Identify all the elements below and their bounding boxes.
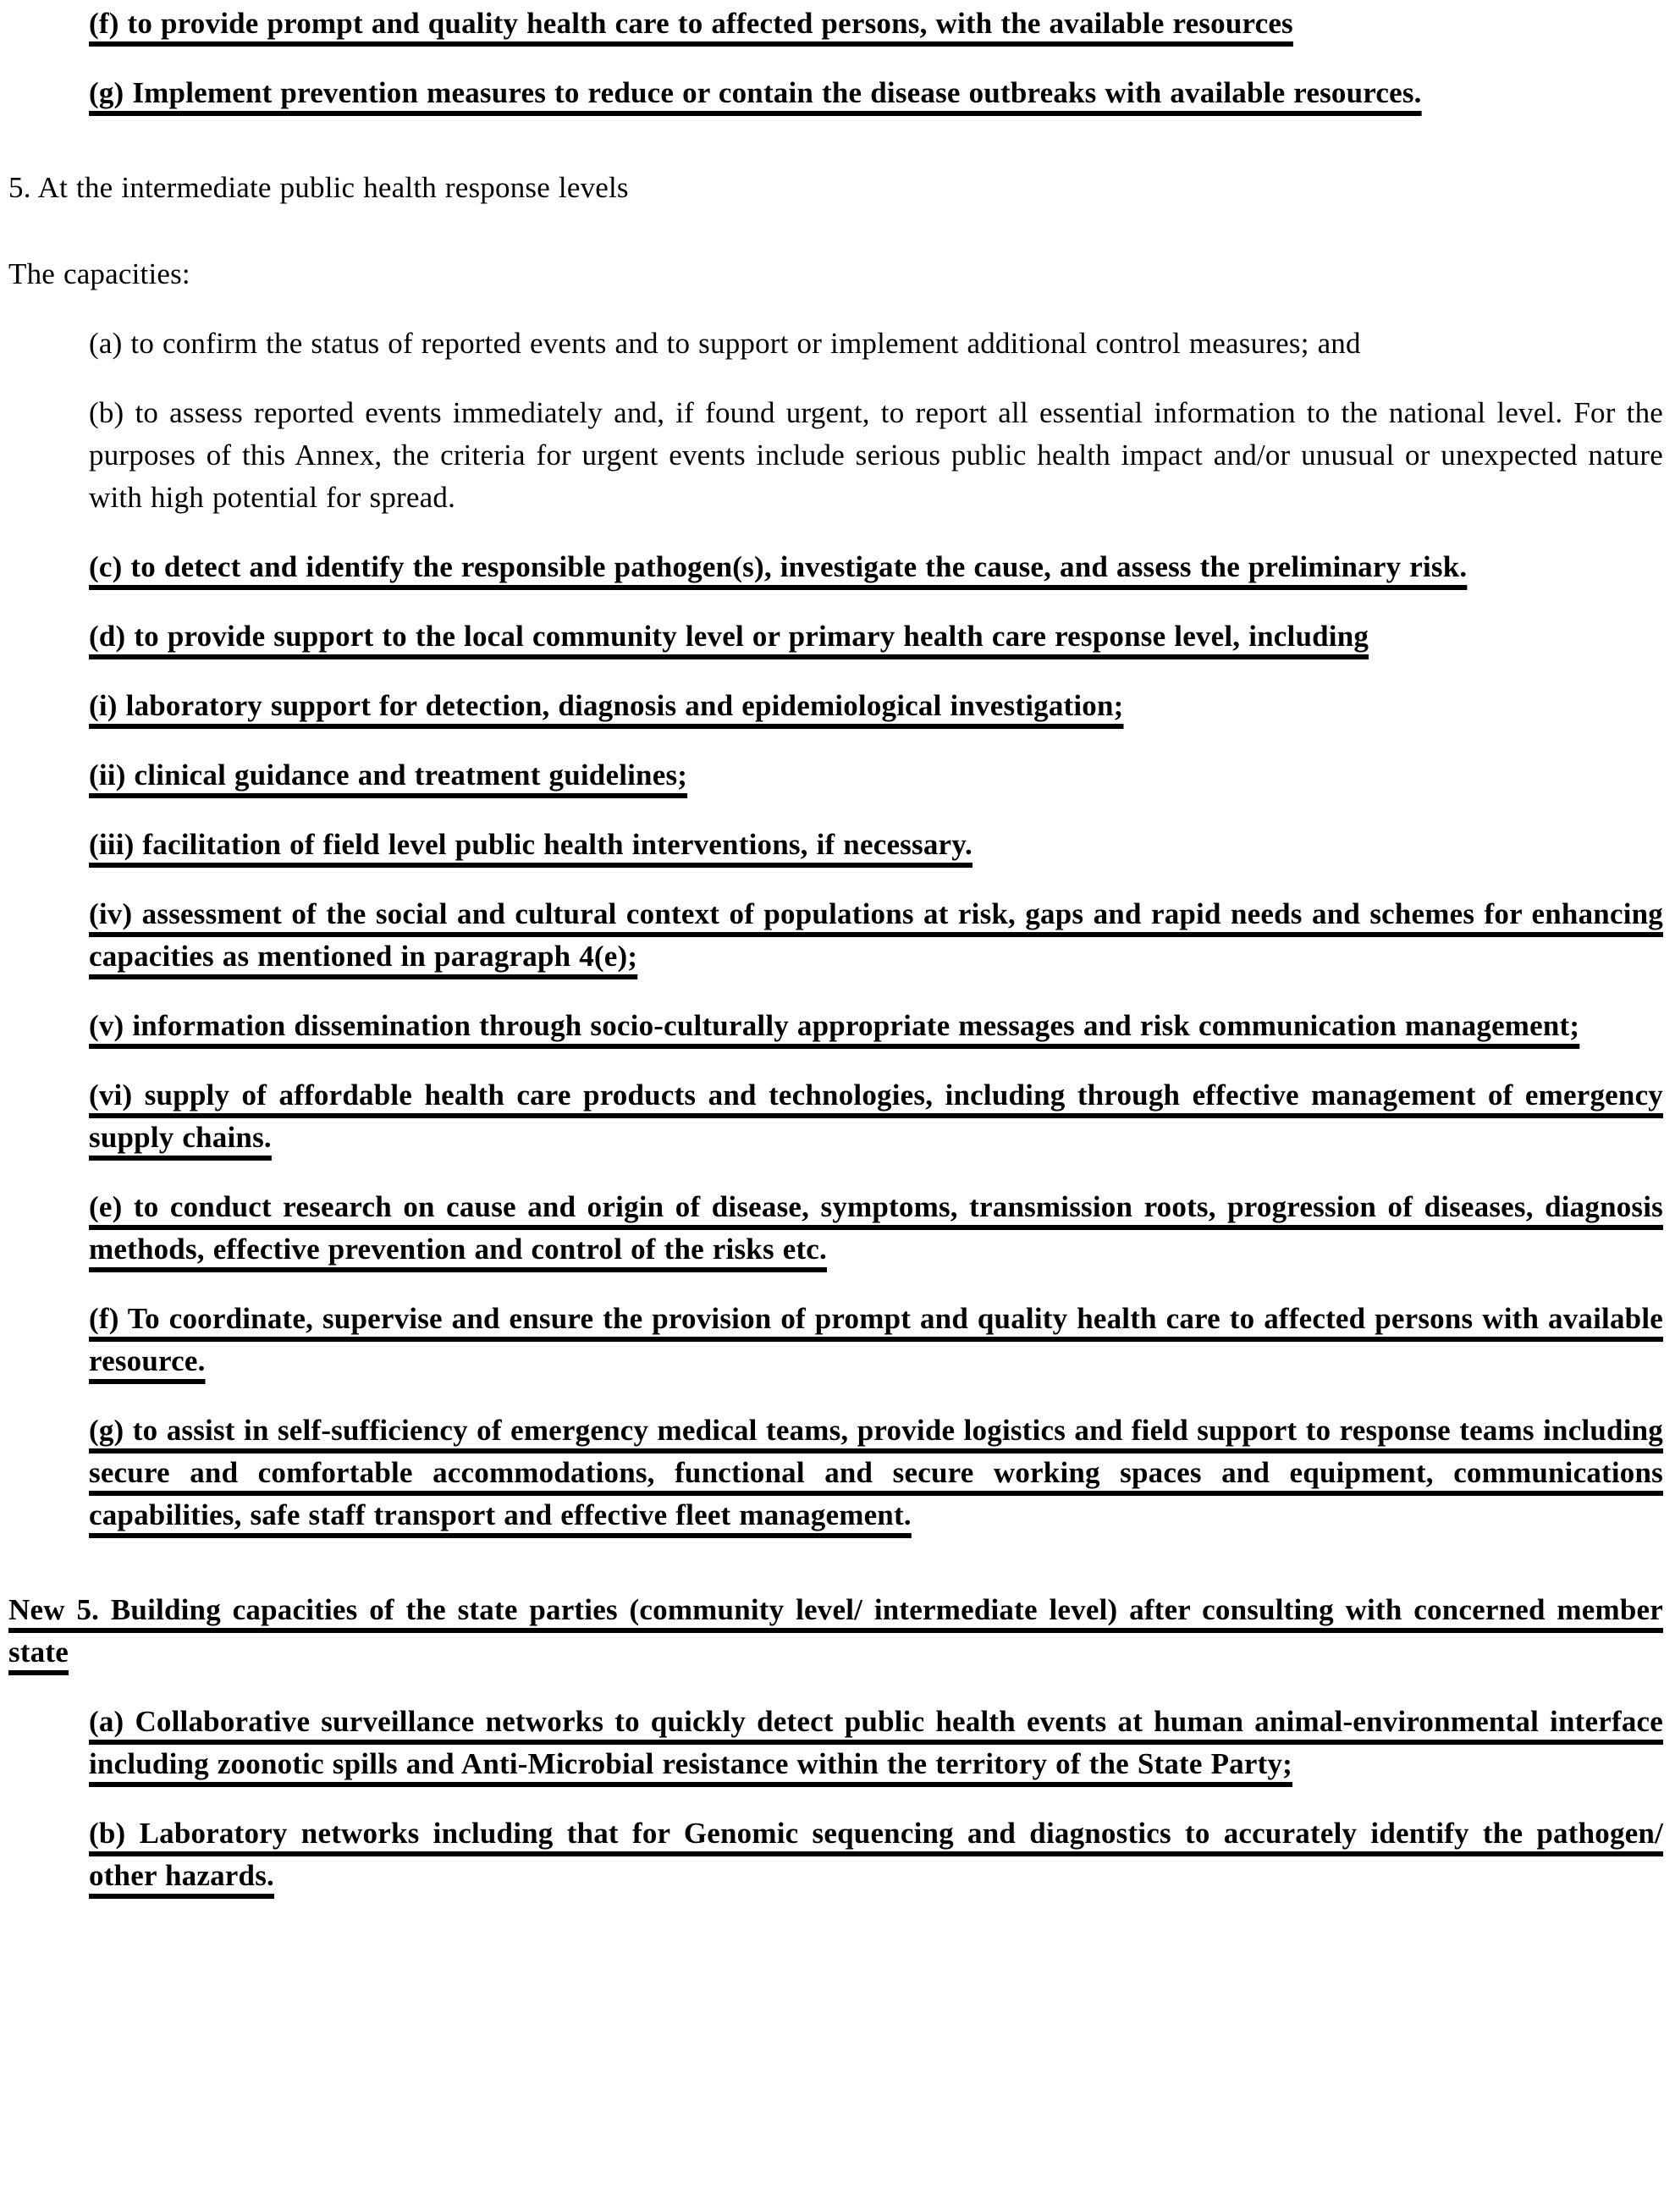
paragraph-a-collaborative-surveillance: (a) Collaborative surveillance networks to quickly detect public health events at human animal-environmental interface including zoonotic spills and Anti-Microbial resistance within the territory of the State Party; [89,1705,1663,1780]
paragraph-b-laboratory-networks: (b) Laboratory networks including that for Genomic sequencing and diagnostics to accurately identify the pathogen/ other hazards. [89,1817,1663,1892]
paragraph-iv-social-cultural-context: (iv) assessment of the social and cultural context of populations at risk, gaps and rapid needs and schemes for enhancing capacities as mentioned in paragraph 4(e); [89,897,1663,973]
paragraph-d-support-local-level: (d) to provide support to the local community level or primary health care response level, including [89,620,1369,653]
heading-new-5-building-capacities: New 5. Building capacities of the state parties (community level/ intermediate level) after consulting with concerned member state [8,1593,1663,1669]
paragraph-f-coordinate-supervise: (f) To coordinate, supervise and ensure the provision of prompt and quality health care to affected persons with available resource. [89,1302,1663,1377]
paragraph-ii-clinical-guidance: (ii) clinical guidance and treatment guidelines; [89,758,688,792]
paragraph-a-confirm-status: (a) to confirm the status of reported events and to support or implement additional control measures; and [89,327,1361,360]
paragraph-g-implement-prevention: (g) Implement prevention measures to reduce or contain the disease outbreaks with available resources. [89,76,1422,109]
heading-5-intermediate-response-levels: 5. At the intermediate public health response levels [8,171,629,204]
paragraph-i-laboratory-support: (i) laboratory support for detection, diagnosis and epidemiological investigation; [89,689,1124,722]
paragraph-f-prompt-quality-care: (f) to provide prompt and quality health care to affected persons, with the available resources [89,7,1293,40]
paragraph-iii-field-interventions: (iii) facilitation of field level public health interventions, if necessary. [89,828,972,861]
paragraph-g-emergency-medical-teams: (g) to assist in self-sufficiency of emergency medical teams, provide logistics and field support to response teams including secure and comfortable accommodations, functional and secure working spaces and equipment, communications capabilities, safe staff transport and effective fleet management. [89,1414,1663,1531]
paragraph-vi-supply-health-products: (vi) supply of affordable health care products and technologies, including through effective management of emergency supply chains. [89,1078,1663,1154]
paragraph-e-conduct-research: (e) to conduct research on cause and origin of disease, symptoms, transmission roots, progression of diseases, diagnosis methods, effective prevention and control of the risks etc. [89,1190,1663,1266]
paragraph-c-detect-pathogen: (c) to detect and identify the responsible pathogen(s), investigate the cause, and assess the preliminary risk. [89,550,1468,583]
paragraph-v-information-dissemination: (v) information dissemination through socio-culturally appropriate messages and risk communication management; [89,1009,1580,1042]
paragraph-the-capacities: The capacities: [8,257,190,290]
paragraph-b-assess-events: (b) to assess reported events immediately and, if found urgent, to report all essential information to the national level. For the purposes of this Annex, the criteria for urgent events include serious public health impact and/or unusual or unexpected nature with high potential for spread. [89,396,1663,514]
